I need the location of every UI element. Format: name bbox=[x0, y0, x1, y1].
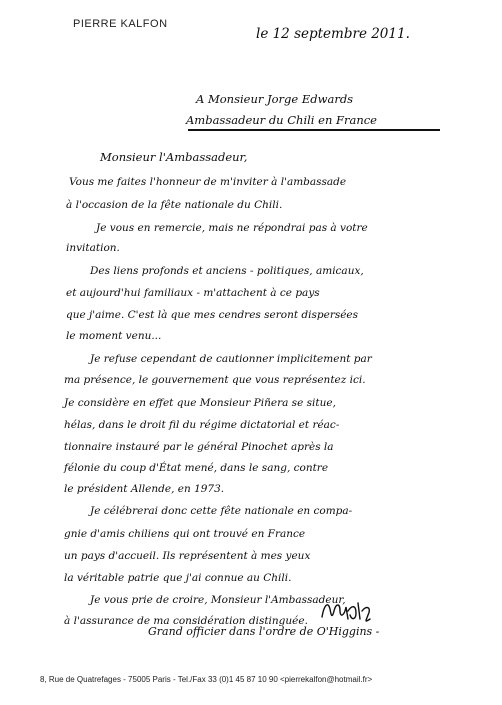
closing-title: Grand officier dans l'ordre de O'Higgins - bbox=[148, 625, 380, 638]
body-line: Je célébrerai donc cette fête nationale en compa- bbox=[90, 505, 353, 517]
body-line: Je vous en remercie, mais ne répondrai pas à votre bbox=[96, 222, 368, 234]
body-line: Je vous prie de croire, Monsieur l'Ambassadeur, bbox=[90, 594, 346, 606]
body-line: la véritable patrie que j'ai connue au Chili. bbox=[64, 572, 292, 584]
recipient-line-2: Ambassadeur du Chili en France bbox=[186, 113, 377, 127]
body-line: à l'assurance de ma considération distinguée. bbox=[64, 615, 308, 627]
salutation: Monsieur l'Ambassadeur, bbox=[100, 150, 248, 164]
body-line: et aujourd'hui familiaux - m'attachent à ce pays bbox=[66, 287, 320, 299]
letter-date: le 12 septembre 2011. bbox=[256, 26, 410, 42]
letterhead-name: PIERRE KALFON bbox=[73, 18, 168, 30]
body-line: à l'occasion de la fête nationale du Chili. bbox=[66, 199, 283, 211]
body-line: gnie d'amis chiliens qui ont trouvé en France bbox=[64, 528, 306, 540]
footer-contact: 8, Rue de Quatrefages - 75005 Paris - Tel./Fax 33 (0)1 45 87 10 90 <pierrekalfon@hotmail.fr> bbox=[40, 675, 373, 684]
body-line: Je refuse cependant de cautionner implicitement par bbox=[90, 353, 372, 365]
body-line: Vous me faites l'honneur de m'inviter à l'ambassade bbox=[69, 176, 347, 188]
body-line: que j'aime. C'est là que mes cendres seront dispersées bbox=[66, 309, 359, 321]
body-line: un pays d'accueil. Ils représentent à mes yeux bbox=[64, 550, 311, 562]
body-line: le moment venu... bbox=[66, 330, 162, 342]
body-line: hélas, dans le droit fil du régime dictatorial et réac- bbox=[64, 419, 340, 431]
recipient-underline bbox=[188, 129, 440, 131]
body-line: invitation. bbox=[66, 242, 120, 254]
recipient-line-1: A Monsieur Jorge Edwards bbox=[196, 92, 354, 106]
body-line: le président Allende, en 1973. bbox=[64, 483, 225, 495]
body-line: félonie du coup d'État mené, dans le sang, contre bbox=[64, 462, 329, 474]
body-line: ma présence, le gouvernement que vous représentez ici. bbox=[64, 374, 366, 386]
body-line: Je considère en effet que Monsieur Piñera se situe, bbox=[64, 397, 336, 409]
body-line: Des liens profonds et anciens - politiques, amicaux, bbox=[90, 265, 364, 277]
body-line: tionnaire instauré par le général Pinochet après la bbox=[64, 441, 334, 453]
